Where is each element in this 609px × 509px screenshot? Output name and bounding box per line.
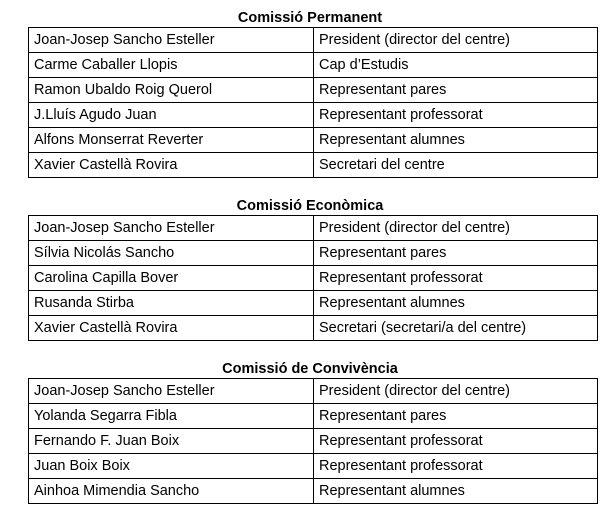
- member-role: Representant alumnes: [314, 291, 598, 316]
- table-row: [29, 78, 598, 103]
- commission-permanent: [28, 10, 592, 178]
- member-role: Representant professorat: [314, 454, 598, 479]
- section-title: Comissió de Convivència: [222, 361, 398, 377]
- member-name: Yolanda Segarra Fibla: [29, 404, 314, 429]
- member-role: Representant professorat: [314, 266, 598, 291]
- member-name: Carolina Capilla Bover: [29, 266, 314, 291]
- table-row: [29, 153, 598, 178]
- member-name: Rusanda Stirba: [29, 291, 314, 316]
- member-name: Joan-Josep Sancho Esteller: [29, 28, 314, 53]
- table-row: [29, 479, 598, 504]
- members-table: [28, 215, 598, 341]
- table-row: [29, 316, 598, 341]
- member-name: Ainhoa Mimendia Sancho: [29, 479, 314, 504]
- member-role: Representant professorat: [314, 103, 598, 128]
- member-name: Joan-Josep Sancho Esteller: [29, 379, 314, 404]
- table-row: [29, 429, 598, 454]
- member-name: Juan Boix Boix: [29, 454, 314, 479]
- member-role: Representant pares: [314, 241, 598, 266]
- member-role: Secretari del centre: [314, 153, 598, 178]
- member-name: Alfons Monserrat Reverter: [29, 128, 314, 153]
- member-role: President (director del centre): [314, 216, 598, 241]
- member-name: Sílvia Nicolás Sancho: [29, 241, 314, 266]
- table-row: [29, 266, 598, 291]
- table-row: [29, 103, 598, 128]
- member-name: Fernando F. Juan Boix: [29, 429, 314, 454]
- member-role: Cap d’Estudis: [314, 53, 598, 78]
- member-name: Xavier Castellà Rovira: [29, 316, 314, 341]
- member-role: Secretari (secretari/a del centre): [314, 316, 598, 341]
- table-row: [29, 379, 598, 404]
- table-row: [29, 128, 598, 153]
- table-row: [29, 53, 598, 78]
- table-row: [29, 241, 598, 266]
- commission-convivencia: [28, 361, 592, 504]
- table-row: [29, 454, 598, 479]
- table-row: [29, 28, 598, 53]
- section-title: Comissió Econòmica: [236, 198, 384, 214]
- members-table: [28, 378, 598, 504]
- table-row: [29, 291, 598, 316]
- table-row: [29, 216, 598, 241]
- member-name: Xavier Castellà Rovira: [29, 153, 314, 178]
- member-role: President (director del centre): [314, 379, 598, 404]
- member-name: Ramon Ubaldo Roig Querol: [29, 78, 314, 103]
- member-name: Joan-Josep Sancho Esteller: [29, 216, 314, 241]
- member-name: Carme Caballer Llopis: [29, 53, 314, 78]
- member-role: Representant pares: [314, 404, 598, 429]
- section-title: Comissió Permanent: [237, 10, 383, 26]
- member-role: Representant alumnes: [314, 479, 598, 504]
- table-row: [29, 404, 598, 429]
- members-table: [28, 27, 598, 178]
- member-role: Representant professorat: [314, 429, 598, 454]
- member-role: Representant pares: [314, 78, 598, 103]
- member-role: President (director del centre): [314, 28, 598, 53]
- member-name: J.Lluís Agudo Juan: [29, 103, 314, 128]
- commission-economica: [28, 198, 592, 341]
- member-role: Representant alumnes: [314, 128, 598, 153]
